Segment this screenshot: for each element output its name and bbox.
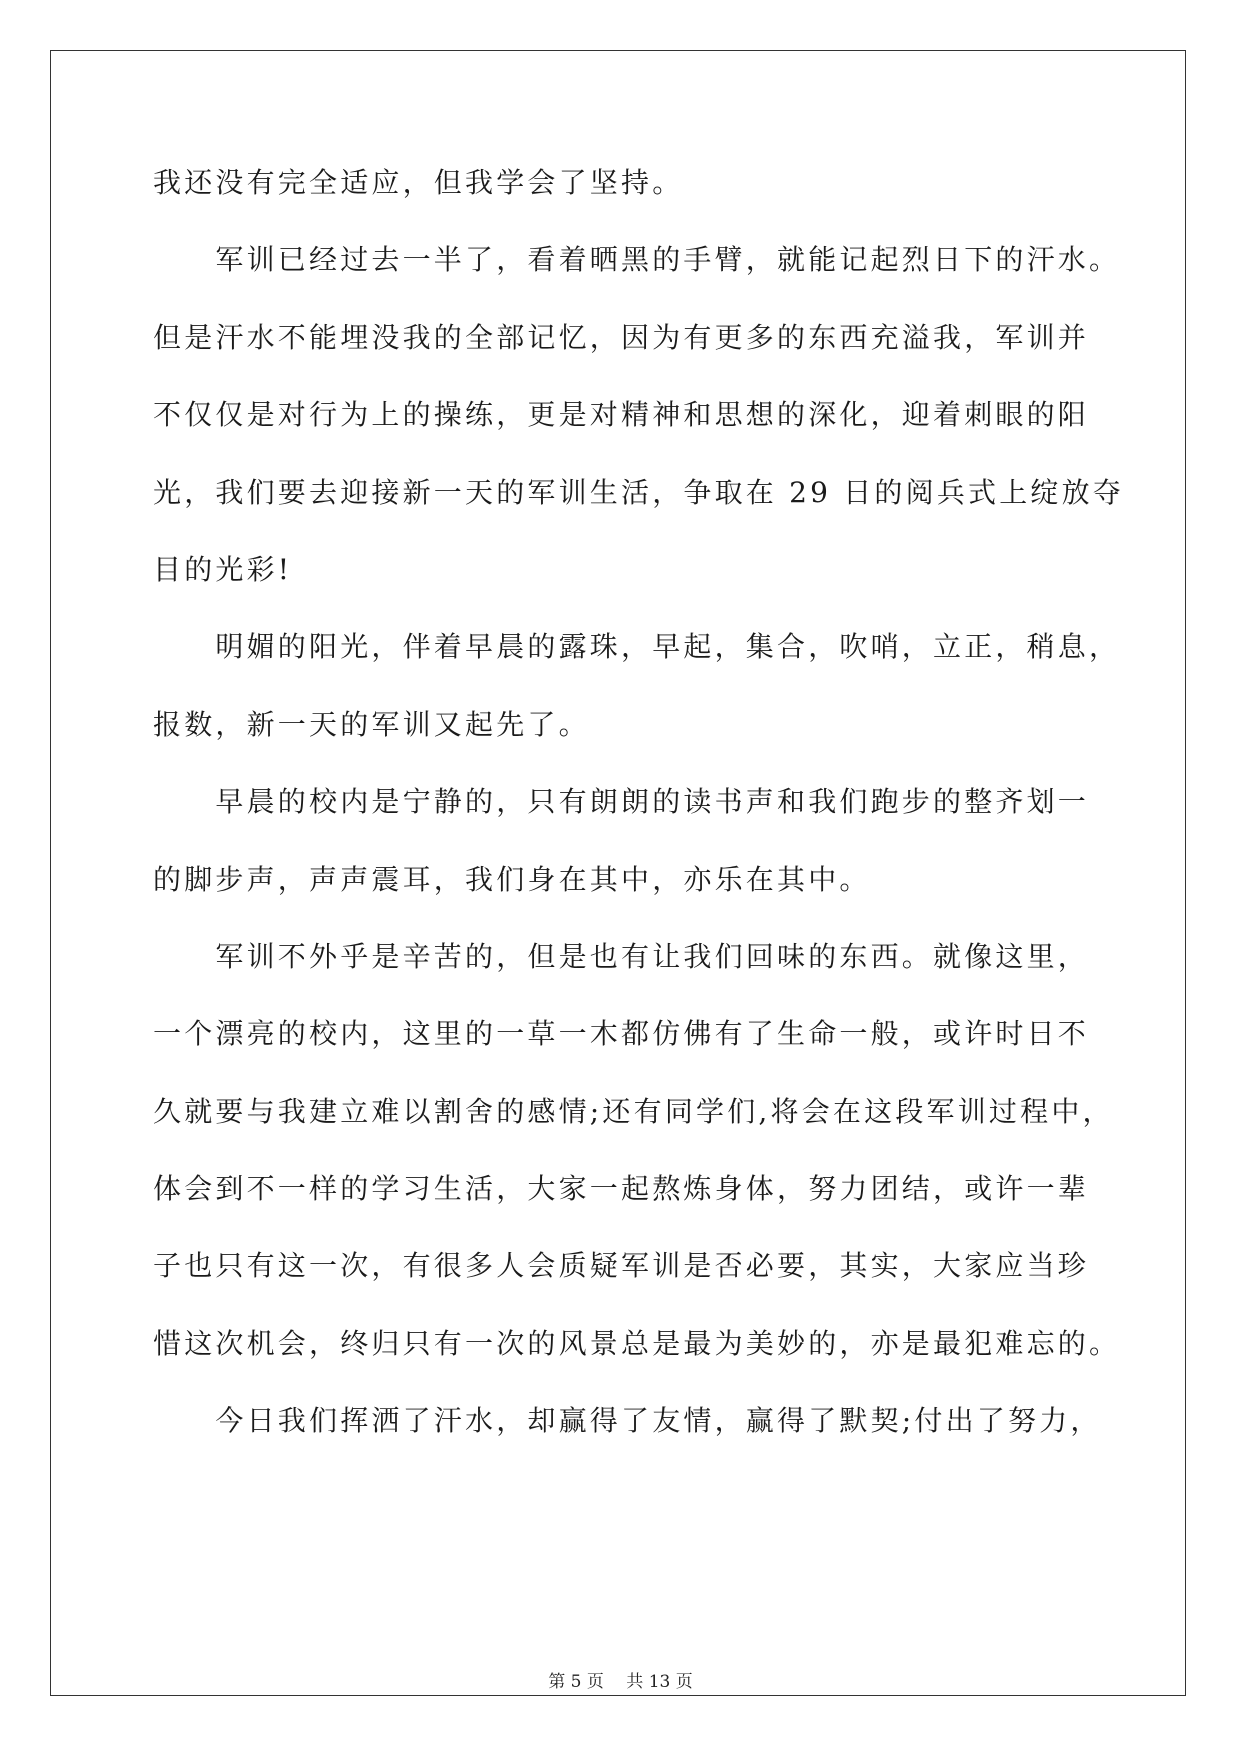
page-number-footer: 第 5 页 共 13 页: [548, 1672, 693, 1692]
text-line: 子也只有这一次，有很多人会质疑军训是否必要，其实，大家应当珍: [153, 1249, 1090, 1283]
text-line: 军训不外乎是辛苦的，但是也有让我们回味的东西。就像这里，: [153, 939, 1090, 973]
text-line: 明媚的阳光，伴着早晨的露珠，早起，集合，吹哨，立正，稍息，: [153, 630, 1121, 664]
text-line: 光，我们要去迎接新一天的军训生活，争取在 29 日的阅兵式上绽放夺: [153, 475, 1125, 509]
document-body: [153, 166, 1125, 1484]
text-line: 早晨的校内是宁静的，只有朗朗的读书声和我们跑步的整齐划一: [153, 785, 1090, 819]
text-line: 我还没有完全适应，但我学会了坚持。: [153, 166, 684, 199]
text-line: 的脚步声，声声震耳，我们身在其中，亦乐在其中。: [153, 862, 871, 896]
text-line: 一个漂亮的校内，这里的一草一木都仿佛有了生命一般，或许时日不: [153, 1017, 1090, 1051]
text-line: 目的光彩!: [153, 552, 293, 586]
text-line: 今日我们挥洒了汗水，却赢得了友情，赢得了默契;付出了努力，: [153, 1404, 1102, 1438]
text-line: 体会到不一样的学习生活，大家一起熬炼身体，努力团结，或许一辈: [153, 1172, 1090, 1206]
text-line: 但是汗水不能埋没我的全部记忆，因为有更多的东西充溢我，军训并: [153, 320, 1090, 354]
text-line: 报数，新一天的军训又起先了。: [153, 707, 590, 741]
text-line: 不仅仅是对行为上的操练，更是对精神和思想的深化，迎着刺眼的阳: [153, 398, 1090, 432]
text-line: 久就要与我建立难以割舍的感情;还有同学们,将会在这段军训过程中，: [153, 1094, 1114, 1128]
text-line: 惜这次机会，终归只有一次的风景总是最为美妙的，亦是最犯难忘的。: [153, 1326, 1121, 1360]
text-line: 军训已经过去一半了，看着晒黑的手臂，就能记起烈日下的汗水。: [153, 243, 1121, 277]
